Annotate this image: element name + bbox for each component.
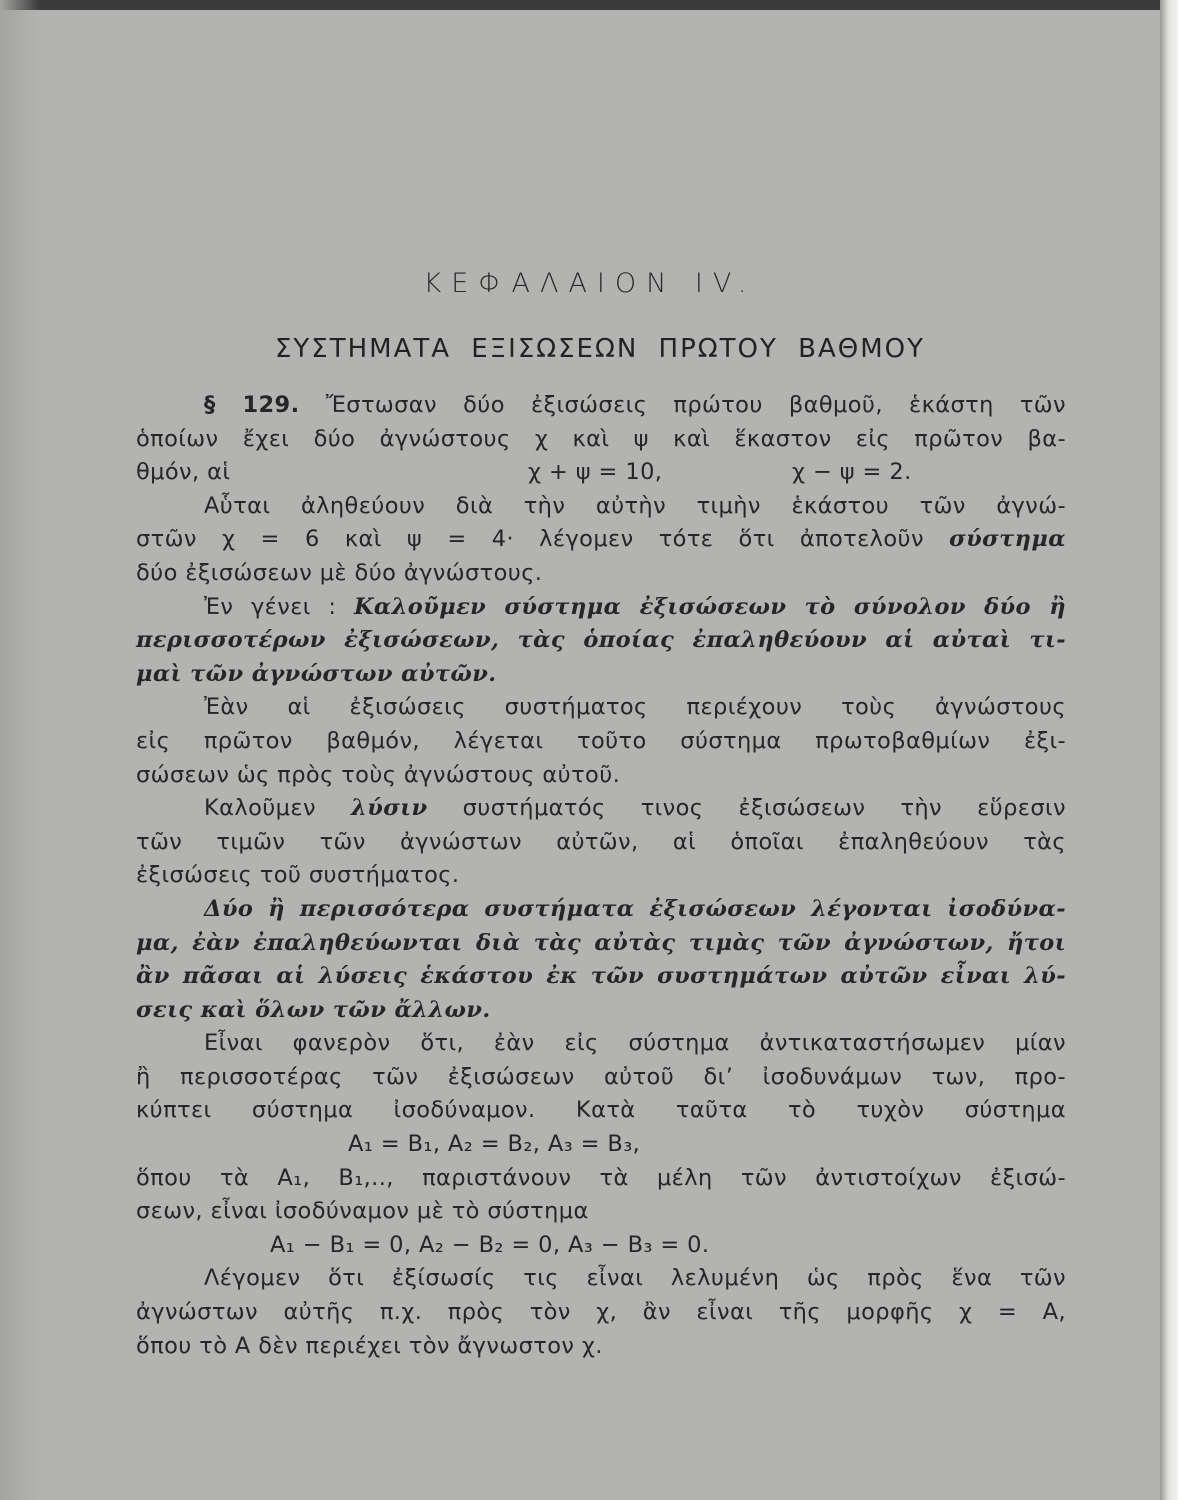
definition-text: Καλοῦμεν σύστημα ἐξισώσεων τὸ σύνολον δύο ἢ xyxy=(353,593,1066,620)
section-number: § 129. xyxy=(204,392,300,418)
text-span: Ἔστωσαν δύο ἐξισώσεις πρώτου βαθμοῦ, ἑκάστη τῶν xyxy=(325,392,1066,418)
text-span: θμόν, αἱ xyxy=(136,459,231,486)
text-span: συστήματός τινος ἐξισώσεων τὴν εὕρεσιν xyxy=(462,795,1066,822)
text-span: στῶν χ = 6 καὶ ψ = 4· λέγομεν τότε ὅτι ἀποτελοῦν xyxy=(136,526,924,553)
text-span: Καλοῦμεν xyxy=(204,795,316,822)
page-body xyxy=(136,389,1066,1363)
chapter-heading: ΚΕΦΑΛΑΙΟΝ IV. xyxy=(423,268,757,299)
text-line: ὅπου τὸ A δὲν περιέχει τὸν ἄγνωστον χ. xyxy=(136,1332,603,1359)
definition-line: μα, ἐὰν ἐπαληθεύωνται διὰ τὰς αὐτὰς τιμὰς τῶν ἀγνώστων, ἤτοι xyxy=(136,929,1066,956)
definition-line: Δύο ἢ περισσότερα συστήματα ἐξισώσεων λέγονται ἰσοδύνα- xyxy=(204,895,1066,922)
text-line: Εἶναι φανερὸν ὅτι, ἐὰν εἰς σύστημα ἀντικαταστήσωμεν μίαν xyxy=(204,1030,1066,1057)
page-right-edge xyxy=(1160,0,1178,1500)
text-line: ἐξισώσεις τοῦ συστήματος. xyxy=(136,862,460,889)
text-line xyxy=(136,389,1066,423)
text-line xyxy=(136,591,1066,625)
text-line: Αὗται ἀληθεύουν διὰ τὴν αὐτὴν τιμὴν ἑκάστου τῶν ἀγνώ- xyxy=(204,492,1066,519)
text-line: κύπτει σύστημα ἰσοδύναμον. Κατὰ ταῦτα τὸ τυχὸν σύστημα xyxy=(136,1097,1066,1124)
scan-top-border xyxy=(0,0,1178,10)
text-line: τῶν τιμῶν τῶν ἀγνώστων αὐτῶν, αἱ ὁποῖαι ἐπαληθεύουν τὰς xyxy=(136,828,1066,855)
text-line: ὁποίων ἔχει δύο ἀγνώστους χ καὶ ψ καὶ ἕκαστον εἰς πρῶτον βα- xyxy=(136,425,1066,452)
equation-2: χ − ψ = 2. xyxy=(792,459,912,486)
text-line: ὅπου τὰ A₁, B₁,.., παριστάνουν τὰ μέλη τῶν ἀντιστοίχων ἐξισώ- xyxy=(136,1164,1066,1191)
text-line: σώσεων ὡς πρὸς τοὺς ἀγνώστους αὐτοῦ. xyxy=(136,761,621,788)
definition-line: περισσοτέρων ἐξισώσεων, τὰς ὁποίας ἐπαληθεύουν αἱ αὐταὶ τι- xyxy=(136,627,1066,654)
emphasis-term: λύσιν xyxy=(351,795,428,822)
text-line xyxy=(136,456,1066,490)
text-line: Λέγομεν ὅτι ἐξίσωσίς τις εἶναι λελυμένη ὡς πρὸς ἕνα τῶν xyxy=(204,1265,1066,1292)
chapter-title: ΣΥΣΤΗΜΑΤΑ ΕΞΙΣΩΣΕΩΝ ΠΡΩΤΟΥ ΒΑΘΜΟΥ xyxy=(274,334,926,364)
text-line: εἰς πρῶτον βαθμόν, λέγεται τοῦτο σύστημα πρωτοβαθμίων ἐξι- xyxy=(136,727,1066,754)
definition-line: σεις καὶ ὅλων τῶν ἄλλων. xyxy=(136,996,491,1023)
definition-line: μαὶ τῶν ἀγνώστων αὐτῶν. xyxy=(136,660,497,687)
definition-line: ἂν πᾶσαι αἱ λύσεις ἑκάστου ἐκ τῶν συστημάτων αὐτῶν εἶναι λύ- xyxy=(136,963,1066,990)
text-line: ἀγνώστων αὐτῆς π.χ. πρὸς τὸν χ, ἂν εἶναι τῆς μορφῆς χ = A, xyxy=(136,1299,1066,1326)
book-page xyxy=(0,10,1160,1500)
text-line: ἢ περισσοτέρας τῶν ἐξισώσεων αὐτοῦ δι’ ἰσοδυνάμων των, προ- xyxy=(136,1063,1066,1090)
equation-1: χ + ψ = 10, xyxy=(528,459,663,486)
text-line: σεων, εἶναι ἰσοδύναμον μὲ τὸ σύστημα xyxy=(136,1198,589,1225)
text-line: Ἐὰν αἱ ἐξισώσεις συστήματος περιέχουν τοὺς ἀγνώστους xyxy=(204,694,1066,721)
emphasis-term: σύστημα xyxy=(949,526,1066,553)
text-line xyxy=(136,523,1066,557)
equation-system-b: A₁ − B₁ = 0, A₂ − B₂ = 0, A₃ − B₃ = 0. xyxy=(270,1231,710,1258)
text-line: δύο ἐξισώσεων μὲ δύο ἀγνώστους. xyxy=(136,559,543,586)
equation-system-a: A₁ = B₁, A₂ = B₂, A₃ = B₃, xyxy=(348,1131,641,1158)
text-span: Ἐν γένει : xyxy=(204,593,337,620)
text-line xyxy=(136,792,1066,826)
